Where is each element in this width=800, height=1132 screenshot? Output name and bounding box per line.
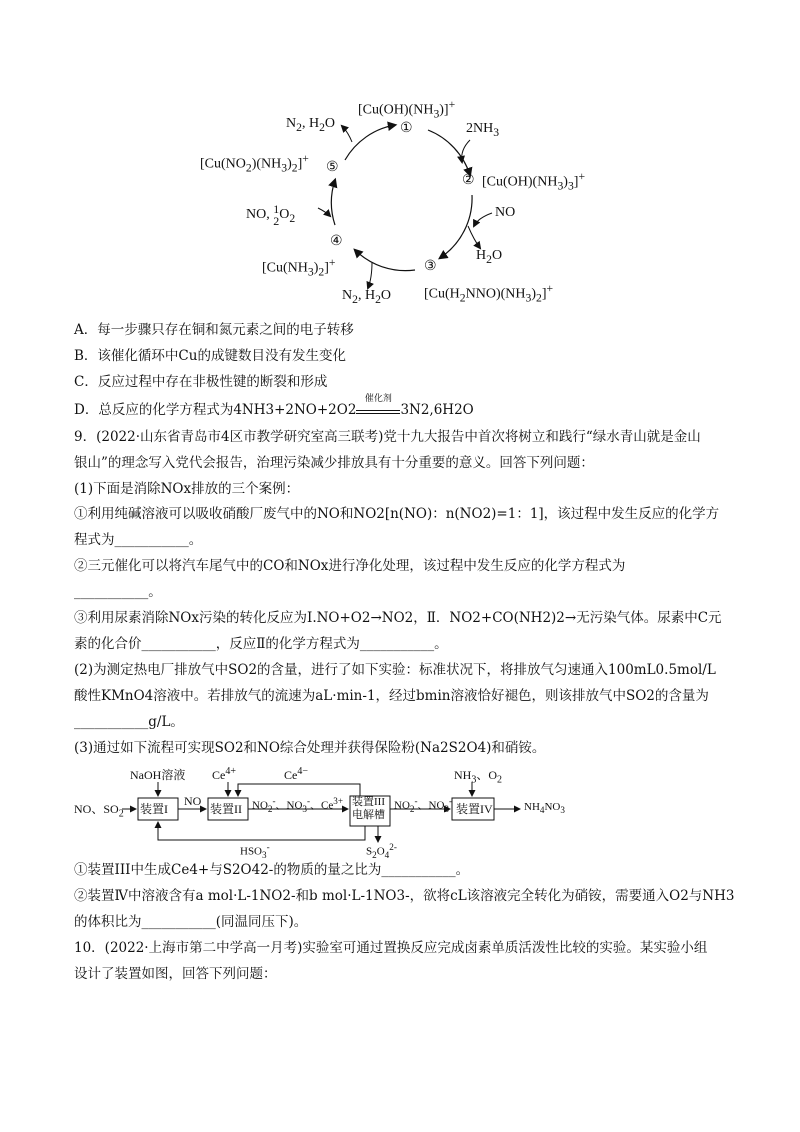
option-d: D．总反应的化学方程式为4NH3+2NO+2O2 催化剂 3N2,6H2O <box>74 394 474 418</box>
option-c: C．反应过程中存在非极性键的断裂和形成 <box>74 374 328 390</box>
product-s2o4: $S_2O_4^{2-}$ <box>366 842 397 860</box>
q9-line-13: (3)通过如下流程可实现SO2和NO综合处理并获得保险粉(Na2S2O4)和硝铵。 <box>74 740 546 756</box>
product-n2-h2o-bottom: $N_2$, $H_2O$ <box>342 288 392 306</box>
q10-line-1: 10．(2022·上海市第二中学高一月考)实验室可通过置换反应完成卤素单质活泼性比较的实验。某实验小组 <box>74 940 708 956</box>
q9-line-15: ②装置Ⅳ中溶液含有a mol·L-1NO2-和b mol·L-1NO3-，欲将cL该溶液完全转化为硝铵，需要通入O2与NH3 <box>74 888 735 904</box>
species-2: $[Cu(OH)(NH_3)_3]^+$ <box>482 170 586 193</box>
device-3: 装置III 电解槽 <box>352 796 385 821</box>
stream-mix: $NO_2^-$、$NO_3^-$、$Ce^{3+}$ <box>252 796 344 814</box>
reagent-no: NO <box>495 205 516 220</box>
species-3: $[Cu(H_2NNO)(NH_3)_2]^+$ <box>424 282 554 305</box>
arc-3-4 <box>355 250 415 271</box>
arrow-h2o <box>468 226 480 248</box>
q9-line-7: ___________。 <box>74 584 162 600</box>
step-1-label: ① <box>400 121 413 136</box>
step-2-label: ② <box>462 173 475 188</box>
q9-line-16: 的体积比为___________(同温同压下)。 <box>74 914 308 930</box>
option-b: B．该催化循环中Cu的成键数目没有发生变化 <box>74 348 346 364</box>
reagent-2nh3: $2NH_3$ <box>466 121 500 139</box>
q9-line-5: 程式为___________。 <box>74 532 203 548</box>
recycle-ce4: $Ce^{4-}$ <box>284 766 308 782</box>
arrow-n2h2o-top <box>342 126 352 142</box>
q10-line-2: 设计了装置如图，回答下列问题： <box>74 966 277 982</box>
step-3-label: ③ <box>424 259 437 274</box>
arrow-no-o2 <box>318 208 330 216</box>
device-4: 装置IV <box>456 802 493 816</box>
arc-1-2 <box>428 130 470 175</box>
q9-line-3: (1)下面是消除NOx排放的三个案例： <box>74 481 300 497</box>
reagent-naoh: NaOH溶液 <box>130 768 186 782</box>
q9-line-9: 素的化合价___________，反应Ⅱ的化学方程式为___________。 <box>74 636 448 652</box>
device-1: 装置I <box>140 802 168 816</box>
q9-line-12: ___________g/L。 <box>74 714 184 730</box>
reagent-nh3-o2: $NH_3$、$O_2$ <box>454 768 503 786</box>
arrow-no <box>474 213 492 226</box>
product-h2o: $H_2O$ <box>476 248 503 266</box>
device-2: 装置II <box>210 802 242 816</box>
arc-2-3 <box>440 195 472 258</box>
species-4: $[Cu(NH_3)_2]^+$ <box>262 256 336 279</box>
q9-line-11: 酸性KMnO4溶液中。若排放气的流速为aL·min-1，经过bmin溶液恰好褪色，则该排放气中SO2的含量为 <box>74 688 709 704</box>
arc-4-5 <box>331 180 335 225</box>
q9-line-14: ①装置III中生成Ce4+与S2O42-的物质的量之比为___________。 <box>74 862 470 878</box>
species-1: $[Cu(OH)(NH_3)]^+$ <box>358 98 456 121</box>
stream-hso3: $HSO_3^-$ <box>240 842 270 860</box>
stream-no: NO <box>184 794 202 808</box>
option-a: A．每一步骤只存在铜和氮元素之间的电子转移 <box>74 322 354 338</box>
step-5-label: ⑤ <box>326 160 339 175</box>
species-5: $[Cu(NO_2)(NH_3)_2]^+$ <box>200 152 309 175</box>
q9-line-1: 9．(2022·山东省青岛市4区市教学研究室高三联考)党十九大报告中首次将树立和践行“绿水青山就是金山 <box>74 429 701 445</box>
q9-line-6: ②三元催化可以将汽车尾气中的CO和NOx进行净化处理，该过程中发生反应的化学方程式为 <box>74 558 626 574</box>
q9-line-2: 银山”的理念写入党代会报告，治理污染减少排放具有十分重要的意义。回答下列问题： <box>74 455 594 471</box>
product-nh4no3: $NH_4NO_3$ <box>524 801 565 816</box>
step-4-label: ④ <box>330 234 343 249</box>
stream-prod: $NO_2^-$、$NO_3^-$ <box>394 796 453 814</box>
reagent-ce4plus: $Ce^{4+}$ <box>212 766 236 782</box>
q9-line-8: ③利用尿素消除NOx污染的转化反应为Ⅰ.NO+O2→NO2，Ⅱ．NO2+CO(NH2)2→无污染气体。尿素中C元 <box>74 610 722 626</box>
q9-line-10: (2)为测定热电厂排放气中SO2的含量，进行了如下实验：标准状况下，将排放气匀速通入100mL0.5mol/L <box>74 662 716 678</box>
feed-no-so2: NO、$SO_2$ <box>74 802 124 820</box>
catalytic-cycle-diagram <box>0 0 800 320</box>
reagent-no-half-o2: NO, 1 $2O_2$ <box>246 202 296 228</box>
q9-line-4: ①利用纯碱溶液可以吸收硝酸厂废气中的NO和NO2[n(NO)：n(NO2)=1：1]，该过程中发生反应的化学方 <box>74 506 720 522</box>
arrow-n2h2o-bottom <box>368 262 372 288</box>
arc-5-1 <box>345 125 395 160</box>
product-n2-h2o-top: $N_2$, $H_2O$ <box>286 116 336 134</box>
